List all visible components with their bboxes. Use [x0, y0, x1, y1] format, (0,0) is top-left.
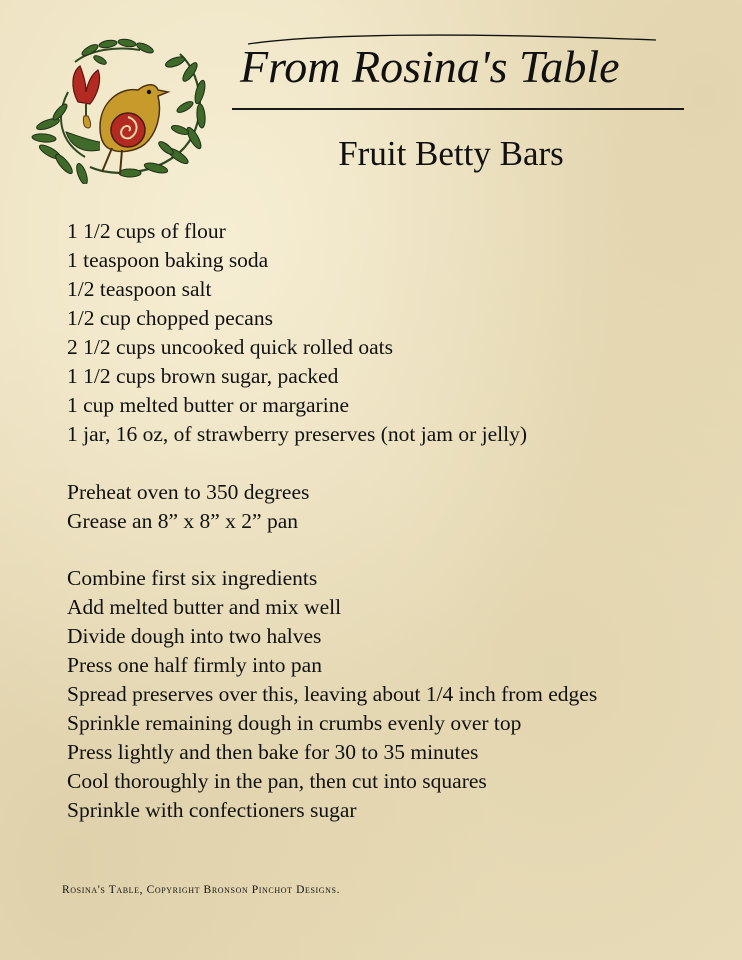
step-item: Press one half firmly into pan — [67, 653, 322, 677]
step-item: Cool thoroughly in the pan, then cut into squares — [67, 769, 487, 793]
ingredient-item: 2 1/2 cups uncooked quick rolled oats — [67, 335, 394, 359]
series-title-text: From Rosina's Table — [240, 41, 620, 92]
step-item: Divide dough into two halves — [67, 624, 322, 648]
prep-instructions — [67, 478, 309, 536]
series-title — [236, 30, 666, 100]
method-steps — [67, 564, 597, 825]
step-item: Press lightly and then bake for 30 to 35 minutes — [67, 740, 479, 764]
step-item: Combine first six ingredients — [67, 566, 318, 590]
step-item: Sprinkle with confectioners sugar — [67, 798, 357, 822]
recipe-title: Fruit Betty Bars — [338, 134, 564, 173]
ingredient-item: 1 1/2 cups of flour — [67, 219, 226, 243]
ingredient-item: 1/2 teaspoon salt — [67, 277, 212, 301]
ingredients-list — [67, 217, 527, 449]
ingredient-item: 1 1/2 cups brown sugar, packed — [67, 364, 339, 388]
prep-item: Grease an 8” x 8” x 2” pan — [67, 509, 299, 533]
step-item: Add melted butter and mix well — [67, 595, 342, 619]
step-item: Spread preserves over this, leaving about 1/4 inch from edges — [67, 682, 598, 706]
header-divider — [232, 108, 684, 110]
prep-item: Preheat oven to 350 degrees — [67, 480, 310, 504]
ingredient-item: 1/2 cup chopped pecans — [67, 306, 273, 330]
folk-art-bird-wreath-icon — [30, 32, 215, 184]
ingredient-item: 1 cup melted butter or margarine — [67, 393, 349, 417]
ingredient-item: 1 jar, 16 oz, of strawberry preserves (not jam or jelly) — [67, 422, 528, 446]
ingredient-item: 1 teaspoon baking soda — [67, 248, 269, 272]
step-item: Sprinkle remaining dough in crumbs evenly over top — [67, 711, 522, 735]
copyright-footer: Rosina's Table, Copyright Bronson Pinchot Designs. — [62, 884, 341, 896]
